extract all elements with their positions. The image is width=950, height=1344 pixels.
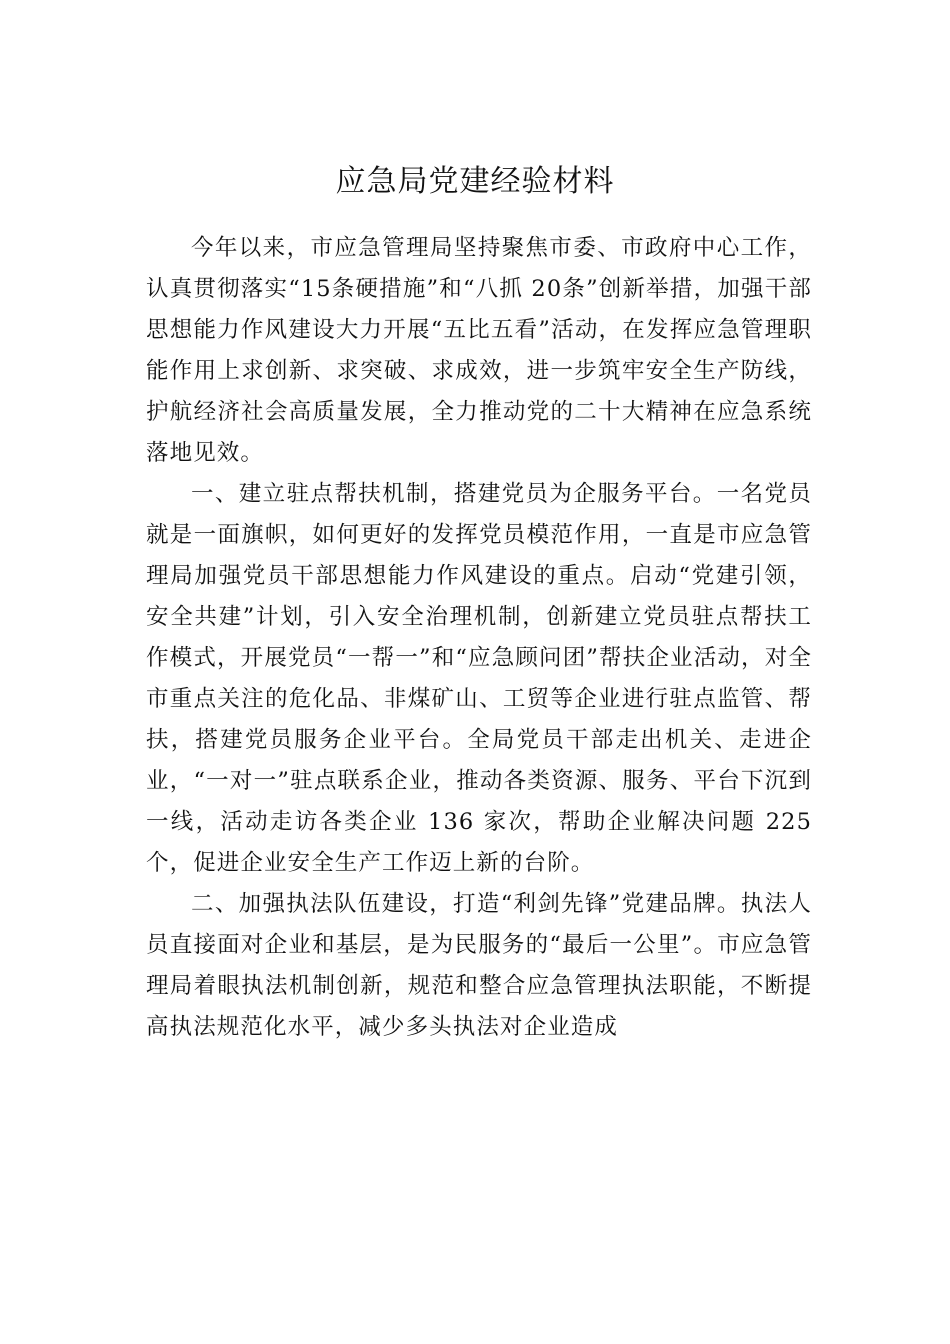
document-title: 应急局党建经验材料 (335, 164, 615, 199)
paragraph-section-one: 一、建立驻点帮扶机制，搭建党员为企服务平台。一名党员就是一面旗帜，如何更好的发挥党员模范作用，一直是市应急管理局加强党员干部思想能力作风建设的重点。启动“党建引领，安全共建”计划，引入安全治理机制，创新建立党员驻点帮扶工作模式，开展党员“一帮一”和“应急顾问团”帮扶企业活动，对全市重点关注的危化品、非煤矿山、工贸等企业进行驻点监管、帮扶，搭建党员服务企业平台。全局党员干部走出机关、走进企业，“一对一”驻点联系企业，推动各类资源、服务、平台下沉到一线，活动走访各类企业 136 家次，帮助企业解决问题 225 个，促进企业安全生产工作迈上新的台阶。 (146, 481, 812, 876)
paragraph-intro: 今年以来，市应急管理局坚持聚焦市委、市政府中心工作，认真贯彻落实“15条硬措施”和“八抓 20条”创新举措，加强干部思想能力作风建设大力开展“五比五看”活动，在发挥应急管理职能作用上求创新、求突破、求成效，进一步筑牢安全生产防线，护航经济社会高质量发展，全力推动党的二十大精神在应急系统落地见效。 (146, 235, 812, 466)
document-body (146, 228, 812, 1048)
paragraph-section-two: 二、加强执法队伍建设，打造“利剑先锋”党建品牌。执法人员直接面对企业和基层，是为民服务的“最后一公里”。市应急管理局着眼执法机制创新，规范和整合应急管理执法职能，不断提高执法规范化水平，减少多头执法对企业造成 (146, 891, 812, 1040)
